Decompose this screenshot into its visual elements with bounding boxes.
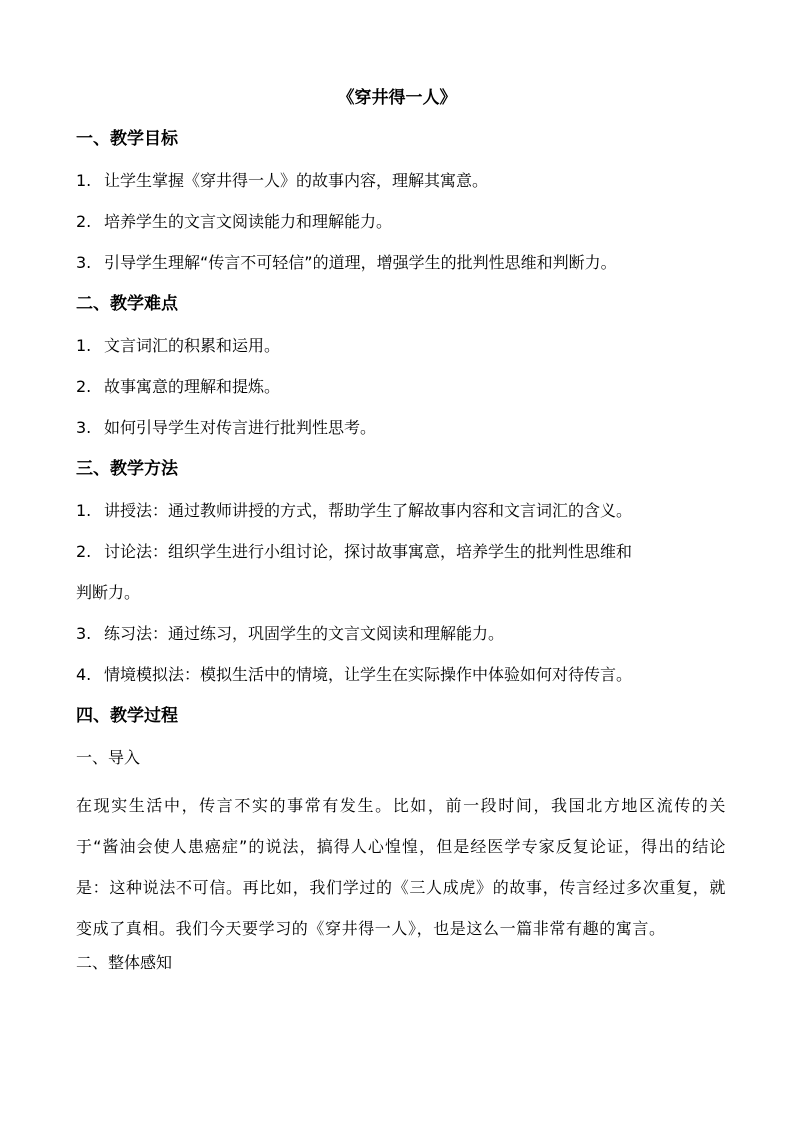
method-item-2-continuation: 判断力。 bbox=[76, 583, 141, 602]
item-number: 2. bbox=[76, 542, 92, 561]
item-number: 1. bbox=[76, 171, 92, 190]
method-item-1 bbox=[76, 497, 726, 538]
goal-item-1 bbox=[76, 167, 726, 208]
method-item-2 bbox=[76, 538, 726, 579]
intro-paragraph: 在现实生活中，传言不实的事常有发生。比如，前一段时间，我国北方地区流传的关于“酱油会使人患癌症”的说法，搞得人心惶惶，但是经医学专家反复论证，得出的结论是：这种说法不可信。再比如，我们学过的《三人成虎》的故事，传言经过多次重复，就变成了真相。我们今天要学习的《穿井得一人》，也是这么一篇非常有趣的寓言。 bbox=[76, 796, 726, 938]
difficulty-item-1 bbox=[76, 332, 726, 373]
section-heading-methods: 三、教学方法 bbox=[76, 459, 178, 479]
item-text: 讨论法：组织学生进行小组讨论，探讨故事寓意，培养学生的批判性思维和 bbox=[104, 542, 633, 561]
method-item-4 bbox=[76, 661, 726, 702]
item-number: 3. bbox=[76, 253, 92, 272]
subheading-intro: 一、导入 bbox=[76, 748, 141, 767]
section-heading-difficulties: 二、教学难点 bbox=[76, 294, 178, 314]
item-text: 情境模拟法：模拟生活中的情境，让学生在实际操作中体验如何对待传言。 bbox=[104, 665, 633, 684]
document-title: 《穿井得一人》 bbox=[337, 88, 457, 108]
item-number: 1. bbox=[76, 501, 92, 520]
item-number: 4. bbox=[76, 665, 92, 684]
document-body bbox=[76, 125, 726, 990]
item-text: 如何引导学生对传言进行批判性思考。 bbox=[104, 418, 377, 437]
subheading-overview: 二、整体感知 bbox=[76, 953, 173, 972]
item-text: 讲授法：通过教师讲授的方式，帮助学生了解故事内容和文言词汇的含义。 bbox=[104, 501, 633, 520]
item-number: 3. bbox=[76, 418, 92, 437]
section-heading-goals: 一、教学目标 bbox=[76, 129, 178, 149]
section-heading-process: 四、教学过程 bbox=[76, 706, 178, 726]
item-number: 2. bbox=[76, 212, 92, 231]
item-text: 故事寓意的理解和提炼。 bbox=[104, 377, 281, 396]
item-number: 3. bbox=[76, 624, 92, 643]
item-number: 1. bbox=[76, 336, 92, 355]
item-text: 让学生掌握《穿井得一人》的故事内容，理解其寓意。 bbox=[104, 171, 489, 190]
item-text: 练习法：通过练习，巩固学生的文言文阅读和理解能力。 bbox=[104, 624, 505, 643]
goal-item-2 bbox=[76, 208, 726, 249]
item-number: 2. bbox=[76, 377, 92, 396]
difficulty-item-3 bbox=[76, 414, 726, 455]
item-text: 培养学生的文言文阅读能力和理解能力。 bbox=[104, 212, 393, 231]
goal-item-3 bbox=[76, 249, 726, 290]
method-item-3 bbox=[76, 620, 726, 661]
item-text: 引导学生理解“传言不可轻信”的道理，增强学生的批判性思维和判断力。 bbox=[104, 253, 617, 272]
difficulty-item-2 bbox=[76, 373, 726, 414]
item-text: 文言词汇的积累和运用。 bbox=[104, 336, 281, 355]
